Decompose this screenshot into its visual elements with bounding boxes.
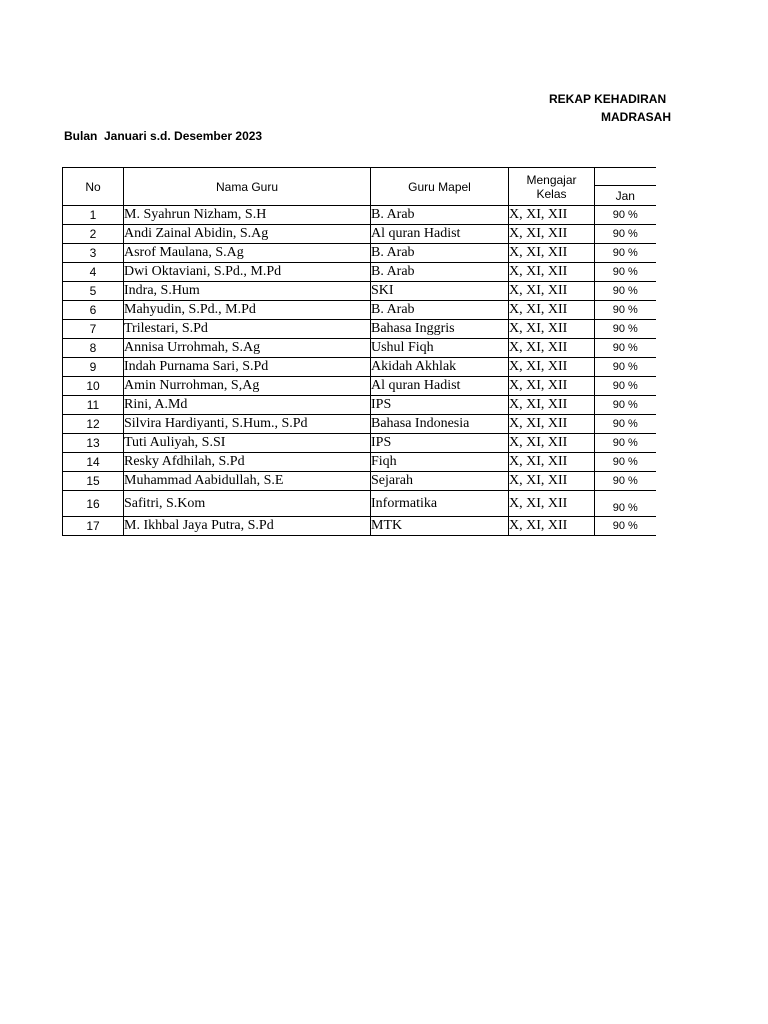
cell-no: 11 <box>63 396 124 415</box>
cell-subject: Sejarah <box>371 472 509 491</box>
table-row <box>63 244 656 263</box>
cell-subject: Informatika <box>371 491 509 517</box>
cell-jan-attendance: 90 % <box>595 320 656 339</box>
cell-teacher-name: Indah Purnama Sari, S.Pd <box>124 358 371 377</box>
cell-classes: X, XI, XII <box>509 244 595 263</box>
cell-no: 5 <box>63 282 124 301</box>
table-row <box>63 517 656 536</box>
table-row <box>63 396 656 415</box>
cell-subject: Ushul Fiqh <box>371 339 509 358</box>
cell-teacher-name: Annisa Urrohmah, S.Ag <box>124 339 371 358</box>
cell-teacher-name: M. Syahrun Nizham, S.H <box>124 206 371 225</box>
cell-jan-attendance: 90 % <box>595 225 656 244</box>
cell-jan-attendance: 90 % <box>595 339 656 358</box>
cell-classes: X, XI, XII <box>509 453 595 472</box>
cell-teacher-name: Andi Zainal Abidin, S.Ag <box>124 225 371 244</box>
cell-classes: X, XI, XII <box>509 517 595 536</box>
cell-jan-attendance: 90 % <box>595 472 656 491</box>
cell-classes: X, XI, XII <box>509 491 595 517</box>
table-row <box>63 377 656 396</box>
cell-teacher-name: Dwi Oktaviani, S.Pd., M.Pd <box>124 263 371 282</box>
cell-teacher-name: Tuti Auliyah, S.SI <box>124 434 371 453</box>
cell-no: 13 <box>63 434 124 453</box>
cell-teacher-name: Safitri, S.Kom <box>124 491 371 517</box>
cell-no: 3 <box>63 244 124 263</box>
cell-jan-attendance: 90 % <box>595 434 656 453</box>
table-row <box>63 320 656 339</box>
cell-jan-attendance: 90 % <box>595 415 656 434</box>
cell-no: 17 <box>63 517 124 536</box>
cell-no: 10 <box>63 377 124 396</box>
attendance-table <box>62 167 656 536</box>
cell-jan-attendance: 90 % <box>595 263 656 282</box>
column-header-month: Jan <box>595 186 656 206</box>
cell-teacher-name: Muhammad Aabidullah, S.E <box>124 472 371 491</box>
cell-teacher-name: Trilestari, S.Pd <box>124 320 371 339</box>
cell-no: 4 <box>63 263 124 282</box>
cell-teacher-name: Asrof Maulana, S.Ag <box>124 244 371 263</box>
table-row <box>63 263 656 282</box>
cell-classes: X, XI, XII <box>509 225 595 244</box>
cell-subject: B. Arab <box>371 263 509 282</box>
cell-teacher-name: Rini, A.Md <box>124 396 371 415</box>
cell-no: 1 <box>63 206 124 225</box>
cell-classes: X, XI, XII <box>509 472 595 491</box>
column-header-name: Nama Guru <box>124 168 371 206</box>
table-row <box>63 301 656 320</box>
table-row <box>63 453 656 472</box>
cell-teacher-name: Mahyudin, S.Pd., M.Pd <box>124 301 371 320</box>
cell-classes: X, XI, XII <box>509 320 595 339</box>
cell-subject: Fiqh <box>371 453 509 472</box>
cell-subject: Al quran Hadist <box>371 377 509 396</box>
cell-classes: X, XI, XII <box>509 282 595 301</box>
table-row <box>63 415 656 434</box>
cell-classes: X, XI, XII <box>509 415 595 434</box>
cell-teacher-name: Indra, S.Hum <box>124 282 371 301</box>
cell-classes: X, XI, XII <box>509 434 595 453</box>
column-header-classes: Mengajar Kelas <box>509 168 595 206</box>
column-header-no: No <box>63 168 124 206</box>
table-row <box>63 282 656 301</box>
cell-subject: MTK <box>371 517 509 536</box>
table-row <box>63 434 656 453</box>
cell-classes: X, XI, XII <box>509 377 595 396</box>
column-header-subject: Guru Mapel <box>371 168 509 206</box>
cell-no: 15 <box>63 472 124 491</box>
table-row <box>63 225 656 244</box>
cell-jan-attendance: 90 % <box>595 377 656 396</box>
cell-subject: Al quran Hadist <box>371 225 509 244</box>
cell-no: 16 <box>63 491 124 517</box>
cell-subject: Bahasa Indonesia <box>371 415 509 434</box>
cell-classes: X, XI, XII <box>509 358 595 377</box>
period-label: Bulan Januari s.d. Desember 2023 <box>64 129 263 143</box>
cell-classes: X, XI, XII <box>509 339 595 358</box>
cell-jan-attendance: 90 % <box>595 206 656 225</box>
table-row <box>63 206 656 225</box>
cell-no: 2 <box>63 225 124 244</box>
table-row <box>63 339 656 358</box>
cell-classes: X, XI, XII <box>509 301 595 320</box>
cell-jan-attendance: 90 % <box>595 491 656 517</box>
cell-no: 7 <box>63 320 124 339</box>
table-row <box>63 491 656 517</box>
cell-subject: B. Arab <box>371 301 509 320</box>
cell-jan-attendance: 90 % <box>595 282 656 301</box>
cell-jan-attendance: 90 % <box>595 244 656 263</box>
cell-subject: Akidah Akhlak <box>371 358 509 377</box>
cell-subject: IPS <box>371 396 509 415</box>
cell-subject: Bahasa Inggris <box>371 320 509 339</box>
cell-subject: SKI <box>371 282 509 301</box>
cell-classes: X, XI, XII <box>509 206 595 225</box>
cell-teacher-name: Resky Afdhilah, S.Pd <box>124 453 371 472</box>
document-subtitle: MADRASAH <box>601 110 671 124</box>
cell-subject: IPS <box>371 434 509 453</box>
cell-no: 12 <box>63 415 124 434</box>
cell-teacher-name: Silvira Hardiyanti, S.Hum., S.Pd <box>124 415 371 434</box>
cell-jan-attendance: 90 % <box>595 453 656 472</box>
cell-subject: B. Arab <box>371 206 509 225</box>
cell-teacher-name: M. Ikhbal Jaya Putra, S.Pd <box>124 517 371 536</box>
cell-jan-attendance: 90 % <box>595 396 656 415</box>
cell-no: 14 <box>63 453 124 472</box>
cell-classes: X, XI, XII <box>509 396 595 415</box>
cell-no: 6 <box>63 301 124 320</box>
cell-jan-attendance: 90 % <box>595 517 656 536</box>
cell-jan-attendance: 90 % <box>595 301 656 320</box>
table-row <box>63 472 656 491</box>
cell-classes: X, XI, XII <box>509 263 595 282</box>
cell-teacher-name: Amin Nurrohman, S,Ag <box>124 377 371 396</box>
cell-subject: B. Arab <box>371 244 509 263</box>
cell-jan-attendance: 90 % <box>595 358 656 377</box>
table-row <box>63 358 656 377</box>
month-group-header <box>595 168 656 186</box>
cell-no: 8 <box>63 339 124 358</box>
cell-no: 9 <box>63 358 124 377</box>
document-title: REKAP KEHADIRAN <box>549 92 667 106</box>
